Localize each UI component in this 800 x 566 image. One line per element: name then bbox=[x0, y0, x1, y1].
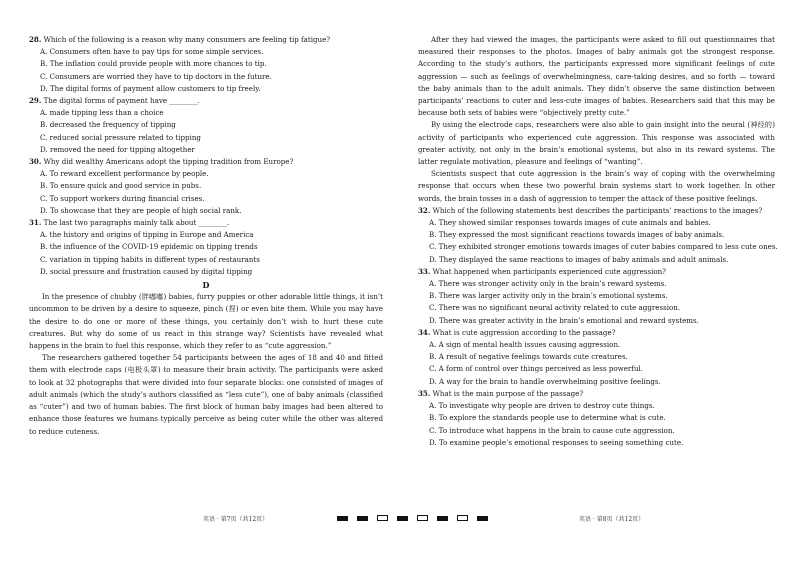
scan-mark bbox=[337, 516, 348, 521]
scan-mark bbox=[357, 516, 368, 521]
question-32 bbox=[418, 205, 778, 266]
option-d: D. They displayed the same reactions to images of baby animals and adult animals. bbox=[429, 254, 729, 264]
question-number: 29. bbox=[29, 96, 42, 106]
scan-mark bbox=[457, 515, 468, 521]
option-c: C. A form of control over things perceived as less powerful. bbox=[429, 364, 644, 374]
option-a: A. To investigate why people are driven to destroy cute things. bbox=[429, 401, 655, 411]
option-d: D. There was greater activity in the brain’s emotional and reward systems. bbox=[429, 315, 699, 325]
passage-paragraph: After they had viewed the images, the participants were asked to fill out questionnaires that measured their responses to the photos. Images of baby animals got the strongest response. According to the study’s authors, the participants expressed more significant feelings of cute aggression — such as feelings of overwhelmingness, care-taking desires, and so forth — toward the baby animals than to the adult animals. They didn’t observe the same distinction between participants’ reactions to cuter and less-cute images of babies. Researchers said that this may be because both sets of babies were “objectively pretty cute.” bbox=[418, 35, 775, 118]
option-c: C. To support workers during financial crises. bbox=[40, 193, 205, 203]
option-d: D. To showcase that they are people of high social rank. bbox=[40, 205, 242, 215]
option-b: B. To ensure quick and good service in pubs. bbox=[40, 181, 202, 191]
question-number: 32. bbox=[418, 205, 431, 215]
option-b: B. They expressed the most significant reactions towards images of baby animals. bbox=[429, 230, 725, 240]
option-a: A. To reward excellent performance by people. bbox=[40, 169, 209, 179]
option-b: B. There was larger activity only in the brain’s emotional systems. bbox=[429, 291, 668, 301]
question-34 bbox=[418, 327, 775, 388]
option-b: B. decreased the frequency of tipping bbox=[40, 120, 176, 130]
option-a: A. They showed similar responses towards images of cute animals and babies. bbox=[429, 218, 711, 228]
passage-paragraph: Scientists suspect that cute aggression is the brain’s way of coping with the overwhelming response that occurs when these two powerful brain systems start to work together. In other words, the brain tosses in a dash of aggression to temper the attack of these positive feelings. bbox=[418, 169, 775, 203]
option-c: C. variation in tipping habits in different types of restaurants bbox=[40, 254, 260, 264]
question-text: The digital forms of payment have ________. bbox=[43, 96, 200, 106]
option-a: A. There was stronger activity only in the brain’s reward systems. bbox=[429, 279, 667, 289]
option-c: C. reduced social pressure related to tipping bbox=[40, 132, 201, 142]
scan-mark bbox=[477, 516, 488, 521]
option-d: D. The digital forms of payment allow customers to tip freely. bbox=[40, 83, 261, 93]
question-text: Why did wealthy Americans adopt the tipping tradition from Europe? bbox=[43, 157, 294, 167]
passage-paragraph: By using the electrode caps, researchers were also able to gain insight into the neural (神经的) activity of participants who experienced cute aggression. This response was associated with greater activity, not only in the brain’s emotional systems, but also in its reward systems. The latter regulate motivation, pleasure and feelings of “wanting”. bbox=[418, 120, 775, 167]
option-a: A. the history and origins of tipping in Europe and America bbox=[40, 230, 254, 240]
option-a: A. A sign of mental health issues causing aggression. bbox=[429, 340, 621, 350]
option-d: D. social pressure and frustration caused by digital tipping bbox=[40, 266, 253, 276]
question-text: What is cute aggression according to the passage? bbox=[432, 327, 616, 337]
option-b: B. the influence of the COVID-19 epidemic on tipping trends bbox=[40, 242, 258, 252]
option-c: C. There was no significant neural activity related to cute aggression. bbox=[429, 303, 681, 313]
question-31 bbox=[29, 217, 383, 278]
question-30 bbox=[29, 156, 383, 217]
question-number: 34. bbox=[418, 327, 431, 337]
question-number: 35. bbox=[418, 388, 431, 398]
scan-mark bbox=[437, 516, 448, 521]
right-column bbox=[418, 34, 778, 449]
section-heading: D bbox=[202, 280, 210, 291]
question-text: Which of the following statements best describes the participants’ reactions to the images? bbox=[432, 205, 763, 215]
question-35 bbox=[418, 388, 775, 449]
question-text: What is the main purpose of the passage? bbox=[432, 388, 584, 398]
scan-mark bbox=[397, 516, 408, 521]
scan-mark bbox=[377, 515, 388, 521]
left-column bbox=[29, 34, 383, 438]
option-d: D. To examine people’s emotional responses to seeing something cute. bbox=[429, 437, 684, 447]
question-33 bbox=[418, 266, 775, 327]
option-a: A. Consumers often have to pay tips for some simple services. bbox=[40, 47, 264, 57]
question-number: 28. bbox=[29, 35, 42, 44]
question-number: 31. bbox=[29, 218, 42, 228]
option-d: D. A way for the brain to handle overwhelming positive feelings. bbox=[429, 376, 661, 386]
option-a: A. made tipping less than a choice bbox=[40, 108, 164, 118]
option-b: B. To explore the standards people use to determine what is cute. bbox=[429, 413, 666, 423]
question-28 bbox=[29, 34, 383, 95]
scan-marks bbox=[337, 515, 488, 521]
page-number-right: 英语 · 第8页（共12页） bbox=[579, 516, 645, 523]
option-d: D. removed the need for tipping altogether bbox=[40, 144, 195, 154]
page-number-left: 英语 · 第7页（共12页） bbox=[203, 516, 269, 523]
option-b: B. The inflation could provide people with more chances to tip. bbox=[40, 59, 267, 69]
question-29 bbox=[29, 95, 383, 156]
passage-paragraph: The researchers gathered together 54 participants between the ages of 18 and 40 and fitted them with electrode caps (电极头罩) to measure their brain activity. The participants were asked to look at 32 photographs that were divided into four separate blocks: one consisted of images of adult animals (which the study’s authors classified as “less cute”), one of baby animals (classified as “cuter”) and two of human babies. The first block of human baby images had been altered to enhance those features we humans typically perceive as being cuter while the other was altered to reduce cuteness. bbox=[29, 353, 383, 436]
option-c: C. To introduce what happens in the brain to cause cute aggression. bbox=[429, 425, 675, 435]
question-number: 30. bbox=[29, 157, 42, 167]
question-text: The last two paragraphs mainly talk about ________. bbox=[43, 218, 230, 228]
option-b: B. A result of negative feelings towards cute creatures. bbox=[429, 352, 628, 362]
option-c: C. Consumers are worried they have to tip doctors in the future. bbox=[40, 71, 272, 81]
question-number: 33. bbox=[418, 266, 431, 276]
option-c: C. They exhibited stronger emotions towards images of cuter babies compared to less cute ones. bbox=[429, 242, 778, 252]
question-text: Which of the following is a reason why many consumers are feeling tip fatigue? bbox=[43, 35, 331, 44]
scan-mark bbox=[417, 515, 428, 521]
passage-paragraph: In the presence of chubby (胖嘟嘟) babies, furry puppies or other adorable little things, it isn’t uncommon to be driven by a desire to squeeze, pinch (捏) or even bite them. While you may have the desire to do one or more of these things, you certainly don’t wish to hurt these cute creatures. But why do some of us react in this strange way? Scientists have revealed what happens in the brain to fuel this response, which they refer to as “cute aggression.” bbox=[29, 292, 383, 351]
question-text: What happened when participants experienced cute aggression? bbox=[432, 266, 666, 276]
